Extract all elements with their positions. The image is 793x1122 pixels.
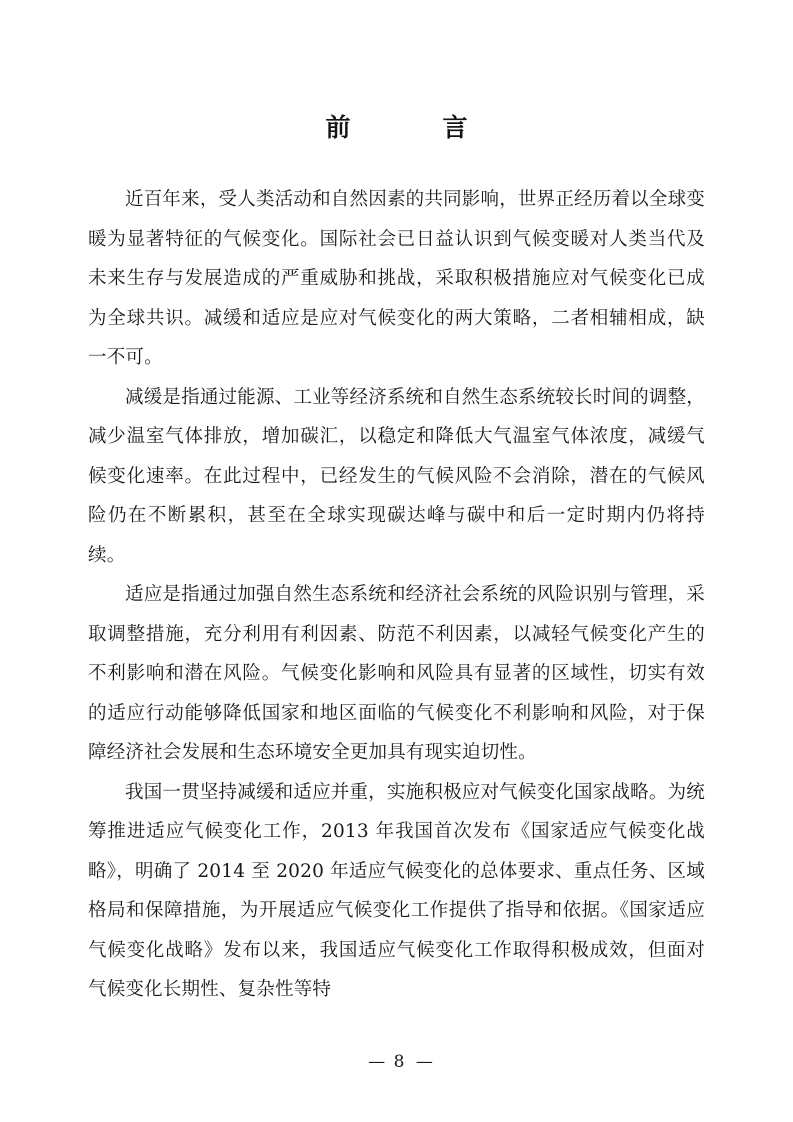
document-body — [0, 180, 793, 1010]
paragraph: 减缓是指通过能源、工业等经济系统和自然生态系统较长时间的调整，减少温室气体排放，增加碳汇，以稳定和降低大气温室气体浓度，减缓气候变化速率。在此过程中，已经发生的气候风险不会消除，潜在的气候风险仍在不断累积，甚至在全球实现碳达峰与碳中和后一定时期内仍将持续。 — [88, 386, 705, 566]
page-number: 8 — [393, 1052, 408, 1072]
paragraph: 适应是指通过加强自然生态系统和经济社会系统的风险识别与管理，采取调整措施，充分利用有利因素、防范不利因素，以减轻气候变化产生的不利影响和潜在风险。气候变化影响和风险具有显著的区域性，切实有效的适应行动能够降低国家和地区面临的气候变化不利影响和风险，对于保障经济社会发展和生态环境安全更加具有现实迫切性。 — [88, 584, 705, 763]
paragraph: 我国一贯坚持减缓和适应并重，实施积极应对气候变化国家战略。为统筹推进适应气候变化工作，2013 年我国首次发布《国家适应气候变化战略》，明确了 2014 至 2020 年适应气候变化的总体要求、重点任务、区域格局和保障措施，为开展适应气候变化工作提供了指导和依据。《国家适应气候变化战略》发布以来，我国适应气候变化工作取得积极成效，但面对气候变化长期性、复杂性等特 — [88, 781, 705, 1000]
page-footer — [0, 1052, 793, 1072]
page-number-right-dash: — — [415, 1052, 433, 1072]
page-title: 前 言 — [325, 113, 482, 142]
page-number-left-dash: — — [368, 1052, 386, 1072]
paragraph: 近百年来，受人类活动和自然因素的共同影响，世界正经历着以全球变暖为显著特征的气候变化。国际社会已日益认识到气候变暖对人类当代及未来生存与发展造成的严重威胁和挑战，采取积极措施应对气候变化已成为全球共识。减缓和适应是应对气候变化的两大策略，二者相辅相成，缺一不可。 — [88, 189, 705, 368]
